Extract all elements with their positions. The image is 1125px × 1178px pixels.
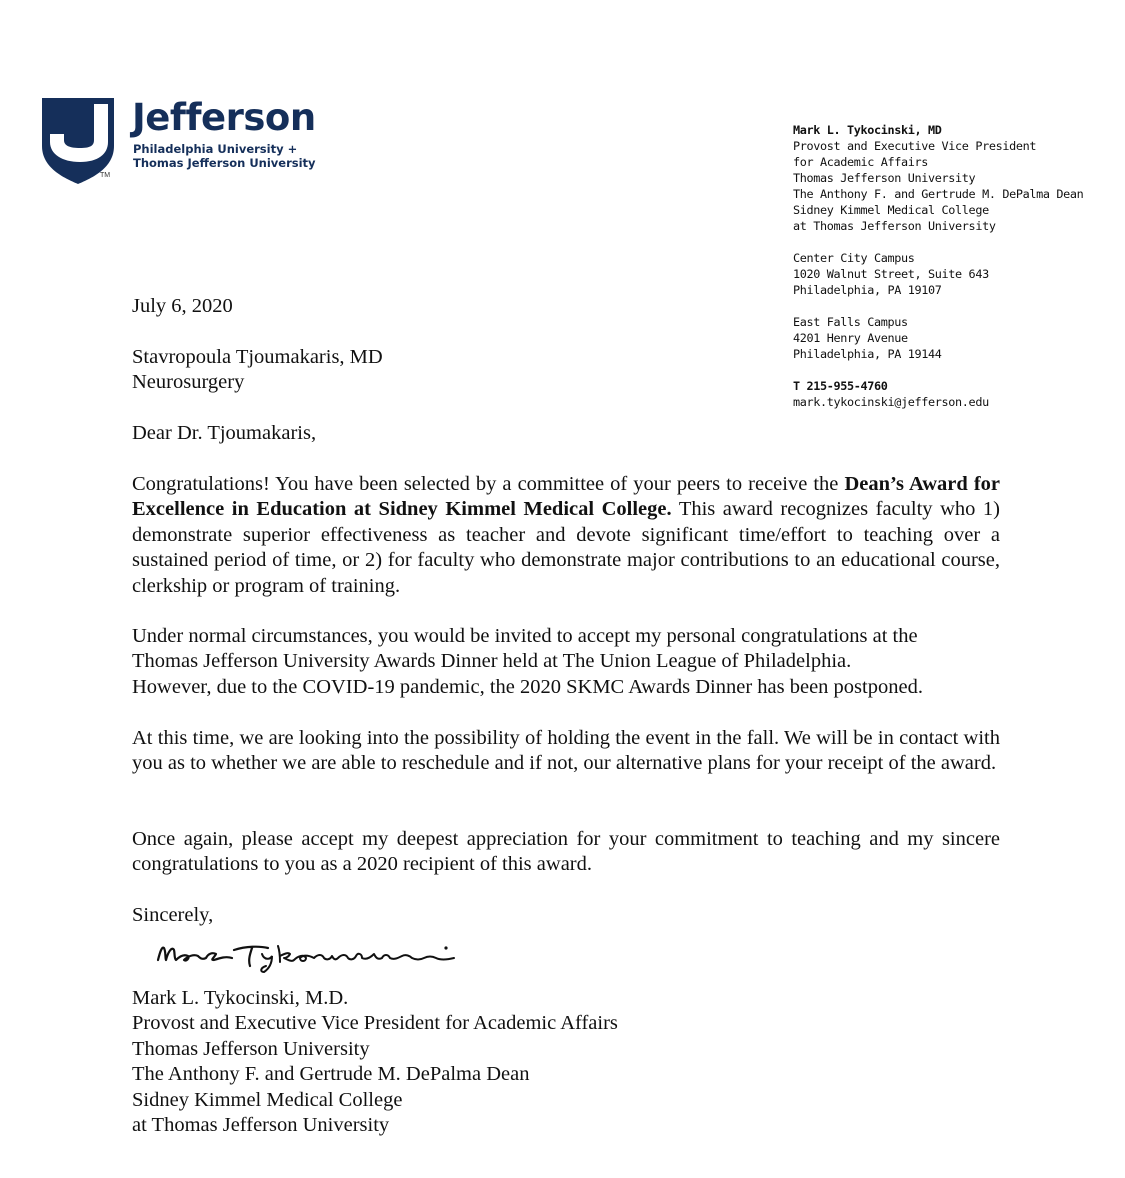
logo-subtitle-line1: Philadelphia University + xyxy=(133,142,298,156)
sender-title-line: Thomas Jefferson University xyxy=(793,171,976,185)
sender-title-line: The Anthony F. and Gertrude M. DePalma Dean xyxy=(793,187,1084,201)
signer-title-line: Provost and Executive Vice President for Academic Affairs xyxy=(132,1012,618,1035)
sender-title-line: for Academic Affairs xyxy=(793,155,929,169)
sender-name: Mark L. Tykocinski, MD xyxy=(793,123,942,137)
signer-title-line: Sidney Kimmel Medical College xyxy=(132,1088,403,1111)
sender-title-line: Provost and Executive Vice President xyxy=(793,139,1037,153)
closing-text: Sincerely, xyxy=(132,904,214,926)
campus2-city: Philadelphia, PA 19144 xyxy=(793,347,942,361)
paragraph-line: Thomas Jefferson University Awards Dinner held at The Union League of Philadelphia. xyxy=(132,650,852,673)
sender-info xyxy=(793,122,1083,410)
award-name: Dean’s Award for Excellence in Education at Sidney Kimmel Medical College. xyxy=(132,473,1000,521)
logo-subtitle-line2: Thomas Jefferson University xyxy=(133,156,316,170)
sender-email[interactable]: mark.tykocinski@jefferson.edu xyxy=(793,395,989,409)
letter-date: July 6, 2020 xyxy=(132,295,233,317)
campus1-name: Center City Campus xyxy=(793,251,915,265)
logo-wordmark: Jefferson xyxy=(132,96,316,139)
recipient-department: Neurosurgery xyxy=(132,371,245,394)
signer-title-line: at Thomas Jefferson University xyxy=(132,1114,390,1137)
paragraph-award xyxy=(132,472,1000,599)
paragraph-appreciation: Once again, please accept my deepest appreciation for your commitment to teaching and my sincere congratulations to you as a 2020 recipient of this award. xyxy=(132,828,1000,876)
recipient-name: Stavropoula Tjoumakaris, MD xyxy=(132,346,383,368)
signer-name: Mark L. Tykocinski, M.D. xyxy=(132,987,349,1009)
handwritten-signature xyxy=(150,932,490,974)
paragraph-award-intro: Congratulations! You have been selected by a committee of your peers to receive the xyxy=(132,473,845,495)
campus1-street: 1020 Walnut Street, Suite 643 xyxy=(793,267,989,281)
recipient-block xyxy=(132,345,383,396)
signer-title-line: Thomas Jefferson University xyxy=(132,1037,370,1060)
paragraph-award-rest: This award recognizes faculty who 1) demonstrate superior effectiveness as teacher and devote significant time/effort to teaching over a sustained period of time, or 2) for faculty who demonstrate major contributions to an educational course, clerkship or program of training. xyxy=(132,498,1000,597)
paragraph-reschedule: At this time, we are looking into the possibility of holding the event in the fall. We will be in contact with you as to whether we are able to reschedule and if not, our alternative plans for your receipt of the award. xyxy=(132,727,1000,775)
campus2-name: East Falls Campus xyxy=(793,315,908,329)
paragraph-circumstances xyxy=(132,624,1012,700)
campus1-city: Philadelphia, PA 19107 xyxy=(793,283,942,297)
jefferson-logo xyxy=(42,98,332,190)
signer-title-line: The Anthony F. and Gertrude M. DePalma Dean xyxy=(132,1063,530,1086)
closing xyxy=(132,903,213,928)
sender-title-line: at Thomas Jefferson University xyxy=(793,219,996,233)
trademark-label: TM xyxy=(100,172,111,179)
sender-phone: T 215-955-4760 xyxy=(793,379,888,393)
campus2-street: 4201 Henry Avenue xyxy=(793,331,908,345)
signature-block xyxy=(132,986,618,1138)
salutation: Dear Dr. Tjoumakaris, xyxy=(132,422,317,444)
paragraph-line: Under normal circumstances, you would be invited to accept my personal congratulations at the xyxy=(132,625,918,647)
sender-title-line: Sidney Kimmel Medical College xyxy=(793,203,989,217)
paragraph-line: However, due to the COVID-19 pandemic, the 2020 SKMC Awards Dinner has been postponed. xyxy=(132,675,923,698)
